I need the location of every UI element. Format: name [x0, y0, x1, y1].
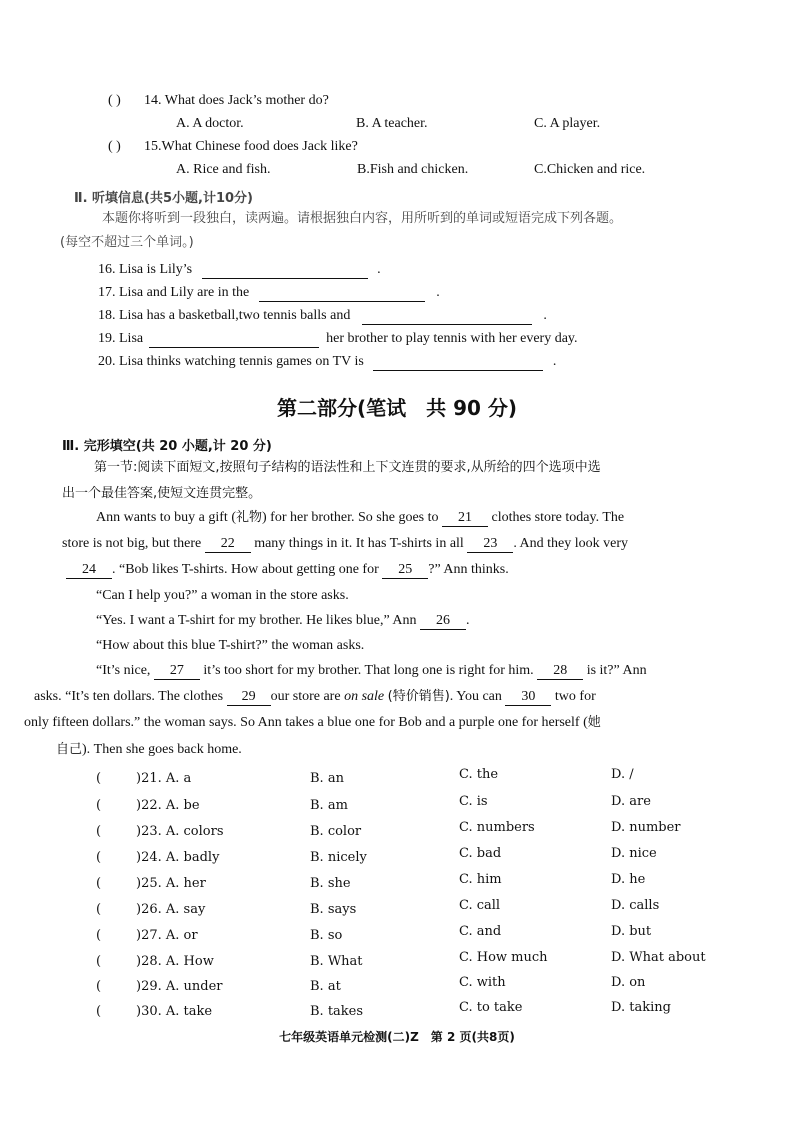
option-c: C. A player. [534, 116, 601, 131]
option-d: D. but [611, 924, 652, 939]
option-b: B. nicely [310, 850, 367, 865]
cloze-blank-24[interactable]: 24 [66, 562, 112, 579]
passage-line-1: Ann wants to buy a gift (礼物) for her brother. So she goes to 21 clothes store today. The [96, 510, 625, 525]
fill-item-20: 20. Lisa thinks watching tennis games on TV is . [98, 354, 557, 369]
answer-paren[interactable]: ( ) [108, 93, 121, 108]
option-d: D. / [611, 767, 634, 782]
part-title: 第二部分(笔试 共 90 分) [276, 396, 518, 420]
option-c: C. bad [459, 846, 502, 861]
option-b: B. so [310, 928, 343, 943]
option-d: D. taking [611, 1000, 671, 1015]
option-d: D. number [611, 820, 681, 835]
answer-blank[interactable] [202, 263, 368, 279]
answer-paren[interactable]: ( [96, 954, 102, 969]
option-d: D. What about [611, 950, 706, 965]
question-text: 15.What Chinese food does Jack like? [144, 139, 358, 154]
cloze-blank-21[interactable]: 21 [442, 510, 488, 527]
option-a: )25. A. her [136, 876, 206, 891]
option-b: B. at [310, 979, 341, 994]
option-c: C. to take [459, 1000, 523, 1015]
cloze-blank-27[interactable]: 27 [154, 663, 200, 680]
option-a: A. Rice and fish. [176, 162, 271, 177]
option-d: D. are [611, 794, 651, 809]
option-c: C. is [459, 794, 488, 809]
passage-line-9: only fifteen dollars.” the woman says. So Ann takes a blue one for Bob and a purple one for herself (她 [24, 715, 601, 730]
option-b: B. says [310, 902, 357, 917]
answer-blank[interactable] [373, 355, 543, 371]
answer-paren[interactable]: ( [96, 928, 102, 943]
passage-line-6: “How about this blue T-shirt?” the woman asks. [96, 638, 365, 653]
cloze-blank-28[interactable]: 28 [537, 663, 583, 680]
passage-line-7: “It’s nice, 27 it’s too short for my brother. That long one is right for him. 28 is it?” Ann [96, 663, 647, 678]
fill-item-18: 18. Lisa has a basketball,two tennis balls and . [98, 308, 547, 323]
option-b: B. A teacher. [356, 116, 428, 131]
answer-paren[interactable]: ( [96, 771, 102, 786]
option-c: C.Chicken and rice. [534, 162, 646, 177]
option-a: )27. A. or [136, 928, 198, 943]
cloze-blank-30[interactable]: 30 [505, 689, 551, 706]
fill-item-19: 19. Lisa her brother to play tennis with her every day. [98, 331, 578, 346]
answer-blank[interactable] [149, 332, 319, 348]
section-2-instruction: 本题你将听到一段独白，读两遍。请根据独白内容，用所听到的单词或短语完成下列各题。 [102, 211, 623, 226]
option-b: B. an [310, 771, 344, 786]
option-d: D. on [611, 975, 646, 990]
section-3-instruction-cont: 出一个最佳答案,使短文连贯完整。 [62, 486, 262, 501]
option-a: )24. A. badly [136, 850, 220, 865]
option-c: C. the [459, 767, 499, 782]
section-3-instruction: 第一节:阅读下面短文,按照句子结构的语法性和上下文连贯的要求,从所给的四个选项中选 [94, 460, 601, 475]
fill-item-17: 17. Lisa and Lily are in the . [98, 285, 440, 300]
option-a: )22. A. be [136, 798, 200, 813]
answer-paren[interactable]: ( [96, 1004, 102, 1019]
option-c: C. numbers [459, 820, 535, 835]
answer-blank[interactable] [259, 286, 425, 302]
cloze-blank-22[interactable]: 22 [205, 536, 251, 553]
section-2-instruction-note: (每空不超过三个单词。) [60, 235, 194, 250]
answer-paren[interactable]: ( [96, 979, 102, 994]
answer-paren[interactable]: ( [96, 798, 102, 813]
option-a: A. A doctor. [176, 116, 244, 131]
option-d: D. nice [611, 846, 657, 861]
option-a: )21. A. a [136, 771, 192, 786]
option-b: B. am [310, 798, 348, 813]
answer-paren[interactable]: ( [96, 876, 102, 891]
passage-line-8: asks. “It’s ten dollars. The clothes 29 our store are on sale (特价销售). You can 30 two for [34, 689, 596, 704]
option-a: )30. A. take [136, 1004, 213, 1019]
passage-line-2: store is not big, but there 22 many things in it. It has T-shirts in all 23 . And they look very [62, 536, 629, 551]
answer-blank[interactable] [362, 309, 532, 325]
fill-item-16: 16. Lisa is Lily’s . [98, 262, 381, 277]
option-b: B. she [310, 876, 351, 891]
answer-paren[interactable]: ( [96, 902, 102, 917]
option-c: C. with [459, 975, 506, 990]
passage-line-10: 自己). Then she goes back home. [56, 742, 242, 757]
option-c: C. him [459, 872, 502, 887]
option-a: )28. A. How [136, 954, 214, 969]
cloze-blank-26[interactable]: 26 [420, 613, 466, 630]
option-b: B. takes [310, 1004, 364, 1019]
section-3-title: Ⅲ. 完形填空(共 20 小题,计 20 分) [62, 439, 272, 454]
option-d: D. he [611, 872, 646, 887]
answer-paren[interactable]: ( [96, 850, 102, 865]
question-text: 14. What does Jack’s mother do? [144, 93, 329, 108]
section-2-title: Ⅱ. 听填信息(共5小题,计10分) [74, 191, 253, 206]
passage-line-5: “Yes. I want a T-shirt for my brother. He likes blue,” Ann 26 . [96, 613, 470, 628]
answer-paren[interactable]: ( ) [108, 139, 121, 154]
option-c: C. How much [459, 950, 548, 965]
option-d: D. calls [611, 898, 660, 913]
passage-line-4: “Can I help you?” a woman in the store asks. [96, 588, 349, 603]
option-c: C. and [459, 924, 502, 939]
cloze-blank-23[interactable]: 23 [467, 536, 513, 553]
option-c: C. call [459, 898, 501, 913]
option-b: B. color [310, 824, 362, 839]
option-a: )23. A. colors [136, 824, 224, 839]
option-b: B.Fish and chicken. [357, 162, 469, 177]
cloze-blank-25[interactable]: 25 [382, 562, 428, 579]
passage-line-3: 24 . “Bob likes T-shirts. How about getting one for 25 ?” Ann thinks. [66, 561, 509, 579]
page-footer: 七年级英语单元检测(二)Z 第 2 页(共8页) [279, 1030, 515, 1044]
option-a: )29. A. under [136, 979, 223, 994]
option-b: B. What [310, 954, 363, 969]
cloze-blank-29[interactable]: 29 [227, 689, 271, 706]
option-a: )26. A. say [136, 902, 206, 917]
answer-paren[interactable]: ( [96, 824, 102, 839]
